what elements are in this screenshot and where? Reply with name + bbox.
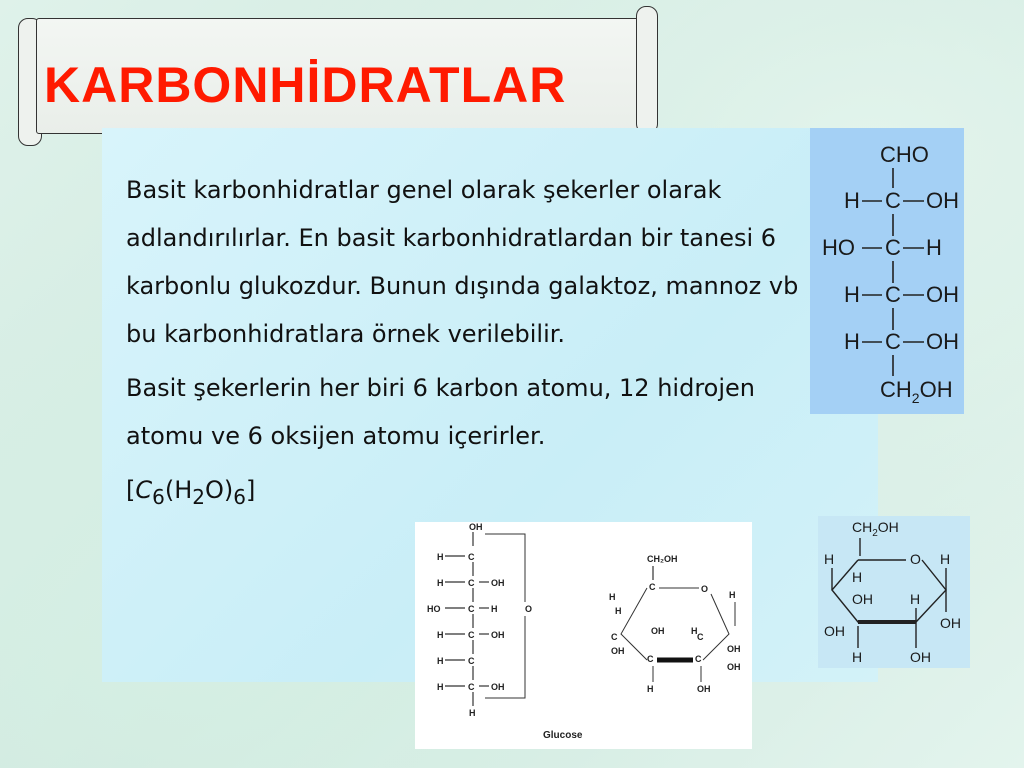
svg-text:C: C: [468, 578, 475, 588]
haworth-projection-diagram: [818, 516, 970, 668]
haworth-projection-image: [818, 516, 970, 668]
svg-text:H: H: [437, 578, 444, 588]
svg-text:H: H: [844, 329, 860, 354]
svg-text:OH: OH: [651, 626, 665, 636]
fischer-projection-image: [810, 128, 964, 414]
svg-text:H: H: [437, 552, 444, 562]
chemical-formula: $[C_6(H_2O)_6]$: [126, 476, 256, 509]
svg-text:H: H: [940, 551, 951, 567]
paragraph-intro: Basit karbonhidratlar genel olarak şekerler olarak adlandırılırlar. En basit karbonhidratlardan bir tanesi 6 karbonlu glukozdur. Bunun dışında galaktoz, mannoz vb bu karbonhidratlara örnek verilebilir.: [126, 176, 799, 348]
svg-text:OH: OH: [926, 188, 959, 213]
svg-text:O: O: [910, 551, 921, 567]
svg-text:C: C: [468, 630, 475, 640]
svg-text:H: H: [824, 551, 835, 567]
svg-text:H: H: [491, 604, 498, 614]
svg-text:OH: OH: [940, 615, 961, 631]
paragraph-composition: Basit şekerlerin her biri 6 karbon atomu, 12 hidrojen atomu ve 6 oksijen atomu içerirler.: [126, 374, 755, 450]
svg-text:H: H: [469, 708, 476, 718]
svg-text:OH: OH: [727, 644, 741, 654]
svg-text:OH: OH: [697, 684, 711, 694]
svg-text:C: C: [695, 654, 702, 664]
svg-text:C: C: [885, 282, 901, 307]
svg-text:H: H: [647, 684, 654, 694]
svg-text:H: H: [844, 282, 860, 307]
fischer-projection-diagram: [810, 128, 964, 414]
svg-text:OH: OH: [910, 649, 931, 665]
glucose-structures-diagram: [415, 522, 752, 749]
svg-text:H: H: [437, 630, 444, 640]
glucose-structures-image: [415, 522, 752, 749]
svg-text:CH2OH: $CH_2OH$: [880, 377, 953, 406]
svg-text:H: H: [852, 649, 863, 665]
svg-text:OH: OH: [491, 630, 505, 640]
fischer-top: CHO: [880, 142, 929, 167]
svg-text:H: H: [437, 682, 444, 692]
svg-text:C: C: [468, 552, 475, 562]
svg-text:C: C: [697, 632, 704, 642]
svg-text:H: H: [729, 590, 736, 600]
svg-text:H: H: [437, 656, 444, 666]
svg-text:OH: OH: [491, 578, 505, 588]
svg-text:C: C: [885, 188, 901, 213]
svg-text:OH: OH: [491, 682, 505, 692]
svg-text:H: H: [852, 569, 863, 585]
slide-title: KARBONHİDRATLAR: [44, 57, 567, 113]
svg-text:C: C: [647, 654, 654, 664]
svg-text:C: C: [649, 582, 656, 592]
svg-text:OH: OH: [926, 282, 959, 307]
svg-text:HO: HO: [822, 235, 855, 260]
svg-text:OH: OH: [852, 591, 873, 607]
svg-text:CH₂OH: CH₂OH: [647, 554, 678, 564]
svg-text:HO: HO: [427, 604, 441, 614]
svg-text:H: H: [926, 235, 942, 260]
svg-text:OH: OH: [727, 662, 741, 672]
svg-text:C: C: [885, 329, 901, 354]
svg-text:H: H: [844, 188, 860, 213]
svg-text:H: H: [609, 592, 616, 602]
svg-text:C: C: [885, 235, 901, 260]
svg-text:C: C: [611, 632, 618, 642]
svg-text:H: H: [691, 626, 698, 636]
svg-text:OH: OH: [469, 522, 483, 532]
glucose-caption: Glucose: [543, 730, 583, 741]
slide-text: [126, 166, 806, 527]
svg-text:H: H: [615, 606, 622, 616]
svg-text:OH: OH: [824, 623, 845, 639]
svg-text:H: H: [910, 591, 921, 607]
svg-text:OH: OH: [926, 329, 959, 354]
scroll-roll-right: [636, 6, 658, 134]
svg-text:C: C: [468, 656, 475, 666]
svg-text:O: O: [525, 604, 533, 614]
svg-text:C: C: [468, 604, 475, 614]
svg-text:O: O: [701, 584, 709, 594]
svg-text:CH2OH: $CH_2OH$: [852, 519, 899, 539]
svg-text:C: C: [468, 682, 475, 692]
svg-text:OH: OH: [611, 646, 625, 656]
